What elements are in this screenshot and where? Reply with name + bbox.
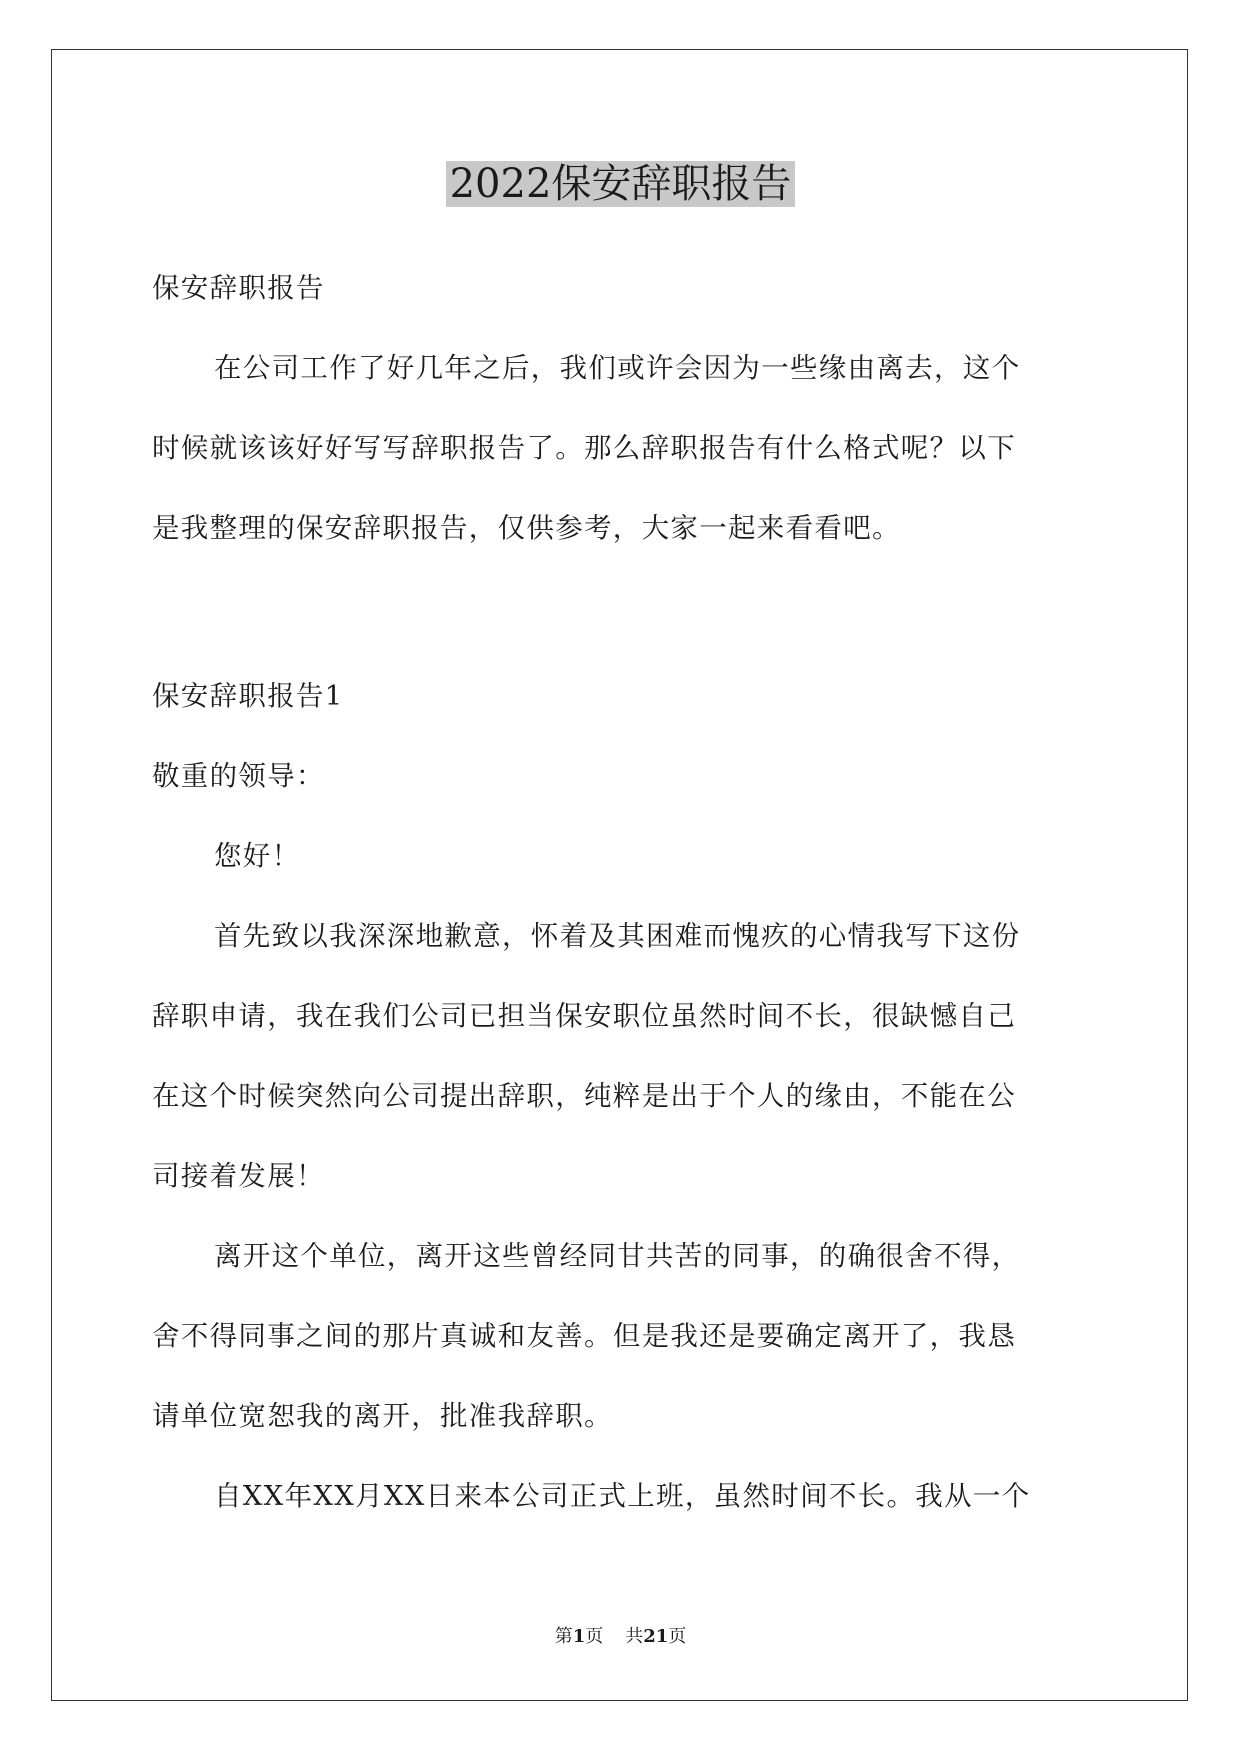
paragraph-line: 离开这个单位，离开这些曾经同甘共苦的同事，的确很舍不得， (214, 1240, 1021, 1272)
paragraph-line: 在公司工作了好几年之后，我们或许会因为一些缘由离去，这个 (214, 352, 1021, 384)
document-title-text: 2022保安辞职报告 (446, 161, 796, 207)
letter-block (152, 656, 1088, 1536)
paragraph-line: 司接着发展！ (152, 1160, 325, 1192)
paragraph-line: 请单位宽恕我的离开，批准我辞职。 (152, 1400, 613, 1432)
total-pages: 21 (643, 1626, 669, 1647)
paragraph-line: 辞职申请，我在我们公司已担当保安职位虽然时间不长，很缺憾自己 (152, 1000, 1016, 1032)
paragraph-line: 自XX年XX月XX日来本公司正式上班，虽然时间不长。我从一个 (214, 1480, 1031, 1512)
salutation: 敬重的领导： (152, 760, 325, 792)
greeting: 您好！ (214, 840, 301, 872)
total-prefix: 共 (625, 1626, 644, 1647)
total-suffix: 页 (668, 1626, 687, 1647)
page-prefix: 第 (554, 1626, 573, 1647)
page-number: 1 (572, 1626, 586, 1647)
intro-block (152, 248, 1088, 568)
paragraph-line: 是我整理的保安辞职报告，仅供参考，大家一起来看看吧。 (152, 512, 901, 544)
section-heading: 保安辞职报告1 (152, 680, 344, 712)
paragraph-line: 时候就该该好好写写辞职报告了。那么辞职报告有什么格式呢？以下 (152, 432, 1016, 464)
paragraph-line: 首先致以我深深地歉意，怀着及其困难而愧疚的心情我写下这份 (214, 920, 1021, 952)
document-title (0, 156, 1241, 212)
page-suffix: 页 (585, 1626, 604, 1647)
paragraph-line: 在这个时候突然向公司提出辞职，纯粹是出于个人的缘由，不能在公 (152, 1080, 1016, 1112)
page-footer (0, 1625, 1241, 1649)
section-heading: 保安辞职报告 (152, 272, 325, 304)
paragraph-line: 舍不得同事之间的那片真诚和友善。但是我还是要确定离开了，我恳 (152, 1320, 1016, 1352)
